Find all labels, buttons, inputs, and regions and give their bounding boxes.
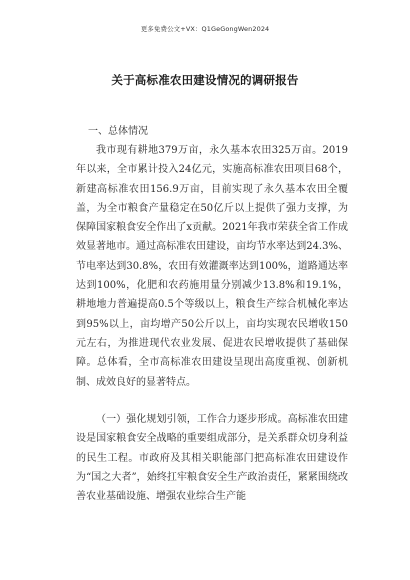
paragraph-text: 我市现有耕地379万亩，永久基本农田325万亩。2019年以来，全市累计投入24亿元，实施高标准农田项目68个，新建高标准农田156.9万亩，目前实现了永久基本农田全覆盖，为全市粮食产量稳定在50亿斤以上提供了强力支撑，为保障国家粮食安全作出了x贡献。2021年我市荣获全省工作成效显著地市。通过高标准农田建设，亩均节水率达到24.3%、节电率达到30.8%，农田有效灌溉率达到100%，道路通达率达到100%，化肥和农药施用量分别减少13.8%和19.1%，耕地地力普遍提高0.5个等级以上，粮食生产综合机械化率达到95%以上，亩均增产50公斤以上，亩均实现农民增收150元左右，为推进现代农业发展、促进农民增收提供了基础保障。总体看，全市高标准农田建设呈现出高度重视、创新机制、成效良好的显著特点。 [76, 145, 348, 388]
header-watermark: 更多免费公文+VX：Q1GeGongWen2024 [140, 25, 270, 33]
document-title: 关于高标准农田建设情况的调研报告 [111, 73, 299, 87]
paragraph-text: （一）强化规划引领，工作合力逐步形成。高标准农田建设是国家粮食安全战略的重要组成部分，是关系群众切身利益的民生工程。市政府及其相关职能部门把高标准农田建设作为“国之大者”，始终扛牢粮食安全生产政治责任，紧紧围绕改善农业基础设施、增强农业综合生产能 [76, 414, 348, 503]
body-paragraph-2 [76, 410, 348, 506]
section-heading-overview: 一、总体情况 [88, 126, 148, 137]
body-paragraph-1 [76, 141, 348, 392]
